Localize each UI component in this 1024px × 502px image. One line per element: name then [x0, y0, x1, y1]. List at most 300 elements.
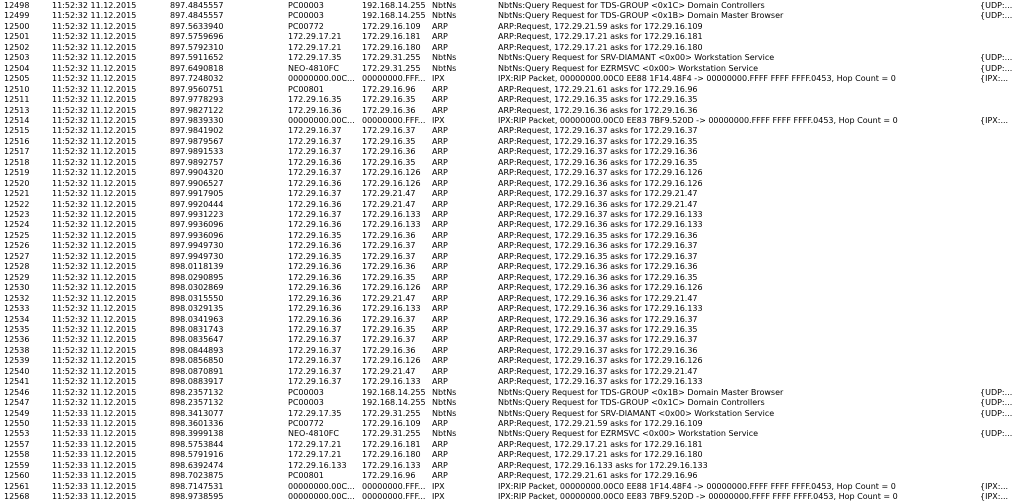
frame-details: {UDP:... — [980, 398, 1013, 408]
frame-protocol: ARP — [432, 220, 448, 230]
frame-time: 11:52:32 11.12.2015 — [52, 63, 137, 73]
frame-number: 12503 — [4, 53, 30, 63]
frame-destination: 172.29.16.37 — [362, 251, 416, 261]
frame-description: ARP:Request, 172.29.21.61 asks for 172.29.16.96 — [498, 84, 698, 94]
frame-description: ARP:Request, 172.29.16.37 asks for 172.29.16.36 — [498, 345, 698, 355]
frame-number: 12498 — [4, 1, 30, 10]
frame-description: IPX:RIP Packet, 00000000.00C0 EE83 7BF9.520D -> 00000000.FFFF FFFF FFFF.0453, Hop Count = 0 — [498, 115, 898, 125]
frame-protocol: NbtNs — [432, 63, 457, 73]
frame-offset: 898.0844893 — [170, 345, 224, 355]
frame-row[interactable] — [0, 450, 1024, 459]
frame-source: 172.29.16.36 — [288, 314, 342, 324]
frame-description: IPX:RIP Packet, 00000000.00C0 EE88 1F14.48F4 -> 00000000.FFFF FFFF FFFF.0453, Hop Count = 0 — [498, 74, 896, 84]
frame-number: 12568 — [4, 492, 30, 502]
frame-source: 172.29.16.37 — [288, 136, 342, 146]
frame-destination: 172.29.16.180 — [362, 450, 421, 460]
frame-source: 172.29.16.36 — [288, 272, 342, 282]
frame-protocol: ARP — [432, 136, 448, 146]
frame-number: 12559 — [4, 460, 30, 470]
frame-destination: 172.29.16.126 — [362, 356, 421, 366]
frame-offset: 898.9738595 — [170, 492, 224, 502]
frame-description: ARP:Request, 172.29.16.37 asks for 172.29.16.35 — [498, 324, 698, 334]
frame-time: 11:52:32 11.12.2015 — [52, 251, 137, 261]
frame-description: ARP:Request, 172.29.16.36 asks for 172.29.16.133 — [498, 220, 703, 230]
frame-description: ARP:Request, 172.29.16.36 asks for 172.29.16.36 — [498, 105, 698, 115]
frame-row[interactable] — [0, 471, 1024, 480]
frame-destination: 172.29.16.37 — [362, 126, 416, 136]
frame-source: 172.29.16.36 — [288, 262, 342, 272]
frame-destination: 172.29.16.35 — [362, 95, 416, 105]
frame-row[interactable] — [0, 335, 1024, 344]
frame-offset: 897.9936096 — [170, 230, 224, 240]
frame-offset: 897.9949730 — [170, 241, 224, 251]
frame-source: 172.29.16.37 — [288, 168, 342, 178]
frame-description: NbtNs:Query Request for SRV-DIAMANT <0x00> Workstation Service — [498, 408, 775, 418]
frame-number: 12540 — [4, 366, 30, 376]
frame-offset: 898.7147531 — [170, 481, 224, 491]
frame-number: 12513 — [4, 105, 30, 115]
frame-protocol: ARP — [432, 304, 448, 314]
frame-offset: 898.5753844 — [170, 439, 224, 449]
frame-row[interactable] — [0, 325, 1024, 334]
frame-time: 11:52:32 11.12.2015 — [52, 293, 137, 303]
frame-row[interactable] — [0, 137, 1024, 146]
frame-offset: 897.9560751 — [170, 84, 224, 94]
frame-row[interactable] — [0, 419, 1024, 428]
frame-destination: 00000000.FFF... — [362, 74, 426, 84]
frame-details: {IPX:... — [980, 115, 1009, 125]
frame-row[interactable] — [0, 377, 1024, 386]
frame-description: NbtNs:Query Request for TDS-GROUP <0x1C> Domain Controllers — [498, 1, 765, 10]
frame-offset: 898.0290895 — [170, 272, 224, 282]
frame-description: ARP:Request, 172.29.21.59 asks for 172.29.16.109 — [498, 419, 703, 428]
frame-source: 172.29.16.36 — [288, 241, 342, 251]
frame-protocol: NbtNs — [432, 11, 457, 21]
frame-offset: 897.9906527 — [170, 178, 224, 188]
frame-row[interactable] — [0, 409, 1024, 418]
frame-source: 172.29.16.36 — [288, 199, 342, 209]
frame-destination: 172.29.21.47 — [362, 366, 416, 376]
frame-destination: 172.29.21.47 — [362, 189, 416, 199]
frame-time: 11:52:33 11.12.2015 — [52, 429, 137, 439]
frame-description: ARP:Request, 172.29.16.36 asks for 172.29.16.36 — [498, 262, 698, 272]
frame-protocol: ARP — [432, 335, 448, 345]
frame-row[interactable] — [0, 252, 1024, 261]
frame-description: ARP:Request, 172.29.16.36 asks for 172.29.16.126 — [498, 283, 703, 293]
frame-number: 12521 — [4, 189, 30, 199]
frame-offset: 897.9891533 — [170, 147, 224, 157]
frame-row[interactable] — [0, 1, 1024, 10]
frame-time: 11:52:32 11.12.2015 — [52, 157, 137, 167]
frame-description: ARP:Request, 172.29.16.37 asks for 172.29.16.36 — [498, 147, 698, 157]
frame-source: 172.29.16.36 — [288, 105, 342, 115]
frame-destination: 172.29.16.36 — [362, 147, 416, 157]
frame-source: 172.29.16.35 — [288, 251, 342, 261]
frame-details: {UDP:... — [980, 63, 1013, 73]
frame-description: ARP:Request, 172.29.16.36 asks for 172.29.16.126 — [498, 178, 703, 188]
frame-destination: 172.29.16.133 — [362, 304, 421, 314]
frame-destination: 172.29.16.126 — [362, 178, 421, 188]
frame-number: 12557 — [4, 439, 30, 449]
frame-offset: 898.0329135 — [170, 304, 224, 314]
frame-time: 11:52:32 11.12.2015 — [52, 178, 137, 188]
frame-time: 11:52:33 11.12.2015 — [52, 450, 137, 460]
frame-destination: 172.29.16.36 — [362, 345, 416, 355]
frame-offset: 897.9892757 — [170, 157, 224, 167]
frame-details: {IPX:... — [980, 74, 1009, 84]
frame-description: ARP:Request, 172.29.16.133 asks for 172.29.16.133 — [498, 460, 708, 470]
frame-time: 11:52:32 11.12.2015 — [52, 345, 137, 355]
frame-destination: 172.29.16.35 — [362, 136, 416, 146]
frame-time: 11:52:32 11.12.2015 — [52, 21, 137, 31]
frame-destination: 172.29.16.35 — [362, 324, 416, 334]
frame-source: 172.29.16.37 — [288, 210, 342, 219]
frame-protocol: IPX — [432, 74, 445, 84]
frame-time: 11:52:32 11.12.2015 — [52, 32, 137, 42]
frame-protocol: ARP — [432, 199, 448, 209]
frame-source: NEO-4810FC — [288, 429, 339, 439]
frame-row[interactable] — [0, 147, 1024, 156]
frame-description: NbtNs:Query Request for EZRMSVC <0x00> Workstation Service — [498, 429, 759, 439]
frame-row[interactable] — [0, 231, 1024, 240]
frame-source: 172.29.16.37 — [288, 324, 342, 334]
frame-offset: 897.9778293 — [170, 95, 224, 105]
frame-row[interactable] — [0, 367, 1024, 376]
frame-destination: 192.168.14.255 — [362, 398, 426, 408]
frame-description: ARP:Request, 172.29.17.21 asks for 172.29.16.180 — [498, 450, 703, 460]
frame-time: 11:52:32 11.12.2015 — [52, 398, 137, 408]
frame-offset: 898.3601336 — [170, 419, 224, 428]
frame-number: 12511 — [4, 95, 30, 105]
frame-protocol: ARP — [432, 439, 448, 449]
frame-source: PC00801 — [288, 84, 324, 94]
frame-description: ARP:Request, 172.29.16.37 asks for 172.29.16.126 — [498, 168, 703, 178]
frame-time: 11:52:33 11.12.2015 — [52, 419, 137, 428]
frame-source: 172.29.17.21 — [288, 450, 342, 460]
frame-number: 12517 — [4, 147, 30, 157]
frame-row[interactable] — [0, 492, 1024, 501]
frame-number: 12499 — [4, 11, 30, 21]
frame-time: 11:52:33 11.12.2015 — [52, 460, 137, 470]
frame-description: ARP:Request, 172.29.16.37 asks for 172.29.16.126 — [498, 356, 703, 366]
frame-source: PC00003 — [288, 387, 324, 397]
frame-offset: 897.9839330 — [170, 115, 224, 125]
frame-row[interactable] — [0, 273, 1024, 282]
frame-number: 12504 — [4, 63, 30, 73]
frame-offset: 898.0341963 — [170, 314, 224, 324]
frame-time: 11:52:32 11.12.2015 — [52, 189, 137, 199]
frame-number: 12519 — [4, 168, 30, 178]
frame-destination: 172.29.16.36 — [362, 230, 416, 240]
frame-destination: 172.29.16.35 — [362, 272, 416, 282]
frame-description: IPX:RIP Packet, 00000000.00C0 EE88 1F14.48F4 -> 00000000.FFFF FFFF FFFF.0453, Hop Count = 0 — [498, 481, 896, 491]
frame-row[interactable] — [0, 210, 1024, 219]
frame-row[interactable] — [0, 32, 1024, 41]
frame-description: ARP:Request, 172.29.16.36 asks for 172.29.21.47 — [498, 293, 698, 303]
frame-number: 12515 — [4, 126, 30, 136]
frame-row[interactable] — [0, 43, 1024, 52]
frame-offset: 897.9841902 — [170, 126, 224, 136]
frame-row[interactable] — [0, 241, 1024, 250]
frame-protocol: ARP — [432, 460, 448, 470]
frame-time: 11:52:32 11.12.2015 — [52, 84, 137, 94]
frame-description: ARP:Request, 172.29.16.35 asks for 172.29.16.37 — [498, 251, 698, 261]
frame-time: 11:52:32 11.12.2015 — [52, 11, 137, 21]
frame-number: 12538 — [4, 345, 30, 355]
frame-destination: 172.29.31.255 — [362, 429, 421, 439]
frame-time: 11:52:32 11.12.2015 — [52, 105, 137, 115]
frame-destination: 172.29.16.37 — [362, 335, 416, 345]
frame-source: 172.29.16.35 — [288, 95, 342, 105]
frame-protocol: ARP — [432, 293, 448, 303]
frame-protocol: ARP — [432, 147, 448, 157]
frame-number: 12527 — [4, 251, 30, 261]
frame-description: ARP:Request, 172.29.16.36 asks for 172.29.16.35 — [498, 157, 698, 167]
frame-row[interactable] — [0, 53, 1024, 62]
frame-row[interactable] — [0, 220, 1024, 229]
frame-row[interactable] — [0, 440, 1024, 449]
frame-destination: 172.29.21.47 — [362, 199, 416, 209]
frame-source: PC00003 — [288, 398, 324, 408]
frame-time: 11:52:32 11.12.2015 — [52, 115, 137, 125]
frame-offset: 897.9931223 — [170, 210, 224, 219]
frame-protocol: ARP — [432, 157, 448, 167]
frame-row[interactable] — [0, 356, 1024, 365]
frame-details: {UDP:... — [980, 408, 1013, 418]
frame-row[interactable] — [0, 179, 1024, 188]
frame-source: 172.29.16.133 — [288, 460, 347, 470]
frame-row[interactable] — [0, 429, 1024, 438]
frame-protocol: ARP — [432, 450, 448, 460]
frame-protocol: ARP — [432, 84, 448, 94]
frame-row[interactable] — [0, 461, 1024, 470]
frame-description: ARP:Request, 172.29.16.37 asks for 172.29.21.47 — [498, 189, 698, 199]
frame-description: ARP:Request, 172.29.17.21 asks for 172.29.16.181 — [498, 439, 703, 449]
frame-protocol: ARP — [432, 210, 448, 219]
frame-details: {IPX:... — [980, 481, 1009, 491]
frame-description: ARP:Request, 172.29.16.37 asks for 172.29.16.37 — [498, 126, 698, 136]
frame-number: 12561 — [4, 481, 30, 491]
frame-protocol: ARP — [432, 345, 448, 355]
frame-source: 172.29.17.21 — [288, 439, 342, 449]
frame-offset: 898.0835647 — [170, 335, 224, 345]
frame-row[interactable] — [0, 315, 1024, 324]
frame-destination: 172.29.16.96 — [362, 84, 416, 94]
frame-source: NEO-4810FC — [288, 63, 339, 73]
frame-description: IPX:RIP Packet, 00000000.00C0 EE83 7BF9.520D -> 00000000.FFFF FFFF FFFF.0453, Hop Count = 0 — [498, 492, 898, 502]
frame-row[interactable] — [0, 158, 1024, 167]
frame-protocol: NbtNs — [432, 1, 457, 10]
frame-source: PC00003 — [288, 11, 324, 21]
frame-row[interactable] — [0, 64, 1024, 73]
frame-row[interactable] — [0, 304, 1024, 313]
frame-source: PC00801 — [288, 471, 324, 481]
frame-source: 172.29.16.36 — [288, 293, 342, 303]
frame-offset: 898.3999138 — [170, 429, 224, 439]
frame-time: 11:52:32 11.12.2015 — [52, 377, 137, 387]
frame-row[interactable] — [0, 126, 1024, 135]
frame-number: 12516 — [4, 136, 30, 146]
frame-protocol: IPX — [432, 481, 445, 491]
frame-offset: 898.2357132 — [170, 398, 224, 408]
frame-protocol: ARP — [432, 471, 448, 481]
frame-source: 172.29.16.36 — [288, 283, 342, 293]
frame-protocol: ARP — [432, 189, 448, 199]
frame-number: 12530 — [4, 283, 30, 293]
frame-destination: 172.29.16.181 — [362, 439, 421, 449]
frame-source: PC00003 — [288, 1, 324, 10]
frame-number: 12558 — [4, 450, 30, 460]
frame-offset: 897.7248032 — [170, 74, 224, 84]
frame-details: {UDP:... — [980, 53, 1013, 63]
frame-row[interactable] — [0, 22, 1024, 31]
frame-row[interactable] — [0, 168, 1024, 177]
frame-protocol: NbtNs — [432, 398, 457, 408]
frame-number: 12502 — [4, 42, 30, 52]
frame-time: 11:52:33 11.12.2015 — [52, 492, 137, 502]
frame-description: ARP:Request, 172.29.16.36 asks for 172.29.16.35 — [498, 272, 698, 282]
frame-time: 11:52:32 11.12.2015 — [52, 241, 137, 251]
frame-protocol: NbtNs — [432, 408, 457, 418]
frame-protocol: IPX — [432, 115, 445, 125]
frame-source: PC00772 — [288, 21, 324, 31]
frame-destination: 172.29.16.109 — [362, 21, 421, 31]
frame-number: 12541 — [4, 377, 30, 387]
frame-number: 12528 — [4, 262, 30, 272]
frame-offset: 897.5792310 — [170, 42, 224, 52]
frame-row[interactable] — [0, 200, 1024, 209]
frame-row[interactable] — [0, 74, 1024, 83]
frame-protocol: ARP — [432, 272, 448, 282]
frame-protocol: NbtNs — [432, 429, 457, 439]
frame-protocol: ARP — [432, 126, 448, 136]
frame-description: NbtNs:Query Request for EZRMSVC <0x00> Workstation Service — [498, 63, 759, 73]
frame-number: 12522 — [4, 199, 30, 209]
frame-time: 11:52:32 11.12.2015 — [52, 230, 137, 240]
frame-number: 12532 — [4, 293, 30, 303]
frame-number: 12500 — [4, 21, 30, 31]
frame-destination: 172.29.31.255 — [362, 408, 421, 418]
frame-destination: 00000000.FFF... — [362, 115, 426, 125]
frame-time: 11:52:32 11.12.2015 — [52, 262, 137, 272]
frame-protocol: ARP — [432, 168, 448, 178]
frame-time: 11:52:32 11.12.2015 — [52, 304, 137, 314]
frame-source: PC00772 — [288, 419, 324, 428]
frame-offset: 898.3413077 — [170, 408, 224, 418]
frame-number: 12546 — [4, 387, 30, 397]
frame-number: 12510 — [4, 84, 30, 94]
frame-description: ARP:Request, 172.29.16.37 asks for 172.29.21.47 — [498, 366, 698, 376]
frame-offset: 897.6490818 — [170, 63, 224, 73]
frame-protocol: ARP — [432, 262, 448, 272]
frame-time: 11:52:32 11.12.2015 — [52, 1, 137, 10]
frame-protocol: ARP — [432, 356, 448, 366]
frame-offset: 898.0856850 — [170, 356, 224, 366]
frame-time: 11:52:33 11.12.2015 — [52, 408, 137, 418]
frame-destination: 172.29.16.126 — [362, 283, 421, 293]
frame-source: 00000000.00C... — [288, 74, 355, 84]
frame-row[interactable] — [0, 482, 1024, 491]
frame-number: 12523 — [4, 210, 30, 219]
frame-protocol: ARP — [432, 314, 448, 324]
frame-offset: 897.5759696 — [170, 32, 224, 42]
frame-description: ARP:Request, 172.29.16.36 asks for 172.29.16.133 — [498, 304, 703, 314]
frame-protocol: ARP — [432, 366, 448, 376]
frame-row[interactable] — [0, 11, 1024, 20]
frame-time: 11:52:32 11.12.2015 — [52, 335, 137, 345]
frame-destination: 172.29.16.181 — [362, 32, 421, 42]
frame-time: 11:52:32 11.12.2015 — [52, 53, 137, 63]
frame-time: 11:52:32 11.12.2015 — [52, 210, 137, 219]
frame-details: {UDP:... — [980, 1, 1013, 10]
frame-time: 11:52:33 11.12.2015 — [52, 481, 137, 491]
frame-destination: 172.29.31.255 — [362, 63, 421, 73]
frame-number: 12553 — [4, 429, 30, 439]
frame-number: 12520 — [4, 178, 30, 188]
frame-time: 11:52:32 11.12.2015 — [52, 126, 137, 136]
frame-number: 12514 — [4, 115, 30, 125]
frame-row[interactable] — [0, 85, 1024, 94]
frame-destination: 172.29.21.47 — [362, 293, 416, 303]
frame-destination: 192.168.14.255 — [362, 11, 426, 21]
frame-number: 12525 — [4, 230, 30, 240]
frame-description: ARP:Request, 172.29.16.35 asks for 172.29.16.35 — [498, 95, 698, 105]
frame-offset: 897.9920444 — [170, 199, 224, 209]
frame-source: 172.29.16.37 — [288, 356, 342, 366]
frame-row[interactable] — [0, 346, 1024, 355]
frame-protocol: ARP — [432, 21, 448, 31]
frame-offset: 898.0870891 — [170, 366, 224, 376]
frame-row[interactable] — [0, 294, 1024, 303]
frame-offset: 897.9949730 — [170, 251, 224, 261]
frame-details: {UDP:... — [980, 387, 1013, 397]
frame-row[interactable] — [0, 189, 1024, 198]
frame-offset: 897.9904320 — [170, 168, 224, 178]
frame-description: ARP:Request, 172.29.16.37 asks for 172.29.16.133 — [498, 210, 703, 219]
frame-destination: 172.29.16.35 — [362, 157, 416, 167]
frame-time: 11:52:32 11.12.2015 — [52, 95, 137, 105]
frame-time: 11:52:32 11.12.2015 — [52, 168, 137, 178]
frame-row[interactable] — [0, 95, 1024, 104]
frame-number: 12549 — [4, 408, 30, 418]
frame-time: 11:52:33 11.12.2015 — [52, 471, 137, 481]
frame-row[interactable] — [0, 116, 1024, 125]
frame-time: 11:52:32 11.12.2015 — [52, 356, 137, 366]
frame-row[interactable] — [0, 106, 1024, 115]
frame-source: 172.29.16.37 — [288, 189, 342, 199]
frame-destination: 192.168.14.255 — [362, 387, 426, 397]
frame-time: 11:52:32 11.12.2015 — [52, 74, 137, 84]
frame-destination: 172.29.16.36 — [362, 262, 416, 272]
frame-destination: 172.29.16.180 — [362, 42, 421, 52]
frame-row[interactable] — [0, 388, 1024, 397]
frame-offset: 897.4845557 — [170, 1, 224, 10]
frame-offset: 897.9879567 — [170, 136, 224, 146]
frame-offset: 897.5633940 — [170, 21, 224, 31]
frame-destination: 172.29.31.255 — [362, 53, 421, 63]
frame-row[interactable] — [0, 262, 1024, 271]
frame-protocol: ARP — [432, 283, 448, 293]
frame-source: 00000000.00C... — [288, 115, 355, 125]
frame-description: ARP:Request, 172.29.16.37 asks for 172.29.16.35 — [498, 136, 698, 146]
frame-description: ARP:Request, 172.29.21.59 asks for 172.29.16.109 — [498, 21, 703, 31]
frame-description: ARP:Request, 172.29.16.36 asks for 172.29.16.37 — [498, 314, 698, 324]
frame-row[interactable] — [0, 398, 1024, 407]
frame-row[interactable] — [0, 283, 1024, 292]
frame-description: NbtNs:Query Request for TDS-GROUP <0x1C> Domain Controllers — [498, 398, 765, 408]
frame-protocol: ARP — [432, 377, 448, 387]
frame-offset: 897.5911652 — [170, 53, 224, 63]
